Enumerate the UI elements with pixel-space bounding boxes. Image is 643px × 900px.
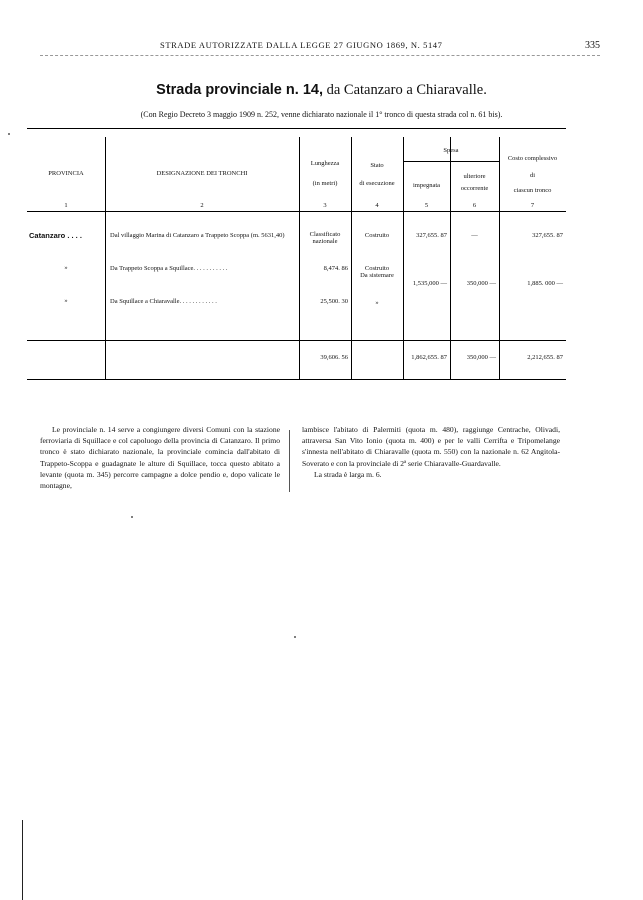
page-number: 335	[585, 40, 600, 51]
title-route: da Catanzaro a Chiaravalle.	[326, 82, 487, 98]
scan-speck	[8, 133, 10, 135]
header-impegnata: impegnata	[412, 182, 441, 189]
total-impegnata: 1,862,655. 87	[411, 354, 447, 361]
body-text-right-last: La strada è larga m. 6.	[314, 469, 382, 479]
column-divider	[289, 430, 290, 492]
column-number: 6	[472, 202, 477, 209]
header-costo-2: di	[529, 172, 536, 179]
title-road-number: Strada provinciale n. 14,	[156, 82, 323, 98]
spesa-subheader-rule	[403, 161, 499, 162]
body-text-left: Le provinciale n. 14 serve a congiungere diversi Comuni con la stazione ferroviaria di Squillace e col capoluogo della provincia di Catanzaro. Il primo tronco è stato dichiarato nazionale, la provinciale comincia dall'abitato di Trappeto-Scoppa e guadagnate le alture di Squillace, tocca questo abitato a levante (quota m. 345) percorre campagne a dolce pendio e, dopo valicate le montagne,	[40, 425, 280, 491]
row-lunghezza-2: nazionale	[312, 238, 338, 245]
column-number: 7	[530, 202, 535, 209]
header-costo: Costo complessivo	[507, 155, 558, 162]
header-lunghezza-unit: (in metri)	[312, 180, 338, 187]
header-costo-3: ciascun tronco	[513, 187, 552, 194]
margin-rule	[22, 820, 23, 900]
header-bottom-rule	[27, 211, 566, 212]
scan-speck	[131, 516, 133, 518]
header-spesa: Spesa	[443, 147, 459, 154]
header-stato-2: di esecuzione	[359, 180, 395, 187]
header-ulteriore: ulteriore	[463, 173, 486, 180]
row-lunghezza: Classificato	[309, 231, 341, 238]
row-provincia: »	[64, 297, 68, 304]
row-designazione: Da Squillace a Chiaravalle. . . . . . . . . . . .	[110, 298, 217, 305]
body-text-right-paragraph: lambisce l'abitato di Palermiti (quota m. 480), raggiunge Centrache, Olivadi, attraversa San Vito Ionio (quota m. 400) e per le valli Cerrifta e Tripomelange s'innesta nell'abitato di Chiaravalle (quota m. 550) con la nazionale n. 62 Angitola-Soverato e con la provinciale di 2ª serie Chiaravalle-Guardavalle.	[302, 425, 560, 468]
row-stato: Costruito	[364, 265, 390, 272]
column-number: 4	[375, 202, 379, 209]
header-lunghezza: Lunghezza	[310, 160, 340, 167]
decree-note: (Con Regio Decreto 3 maggio 1909 n. 252, venne dichiarato nazionale il 1° tronco di questa strada col n. 61 bis).	[140, 110, 503, 119]
column-number-rule	[27, 340, 566, 341]
row-lunghezza: 25,500. 30	[320, 298, 348, 305]
row-costo: 1,885. 000 —	[527, 280, 563, 287]
header-provincia: PROVINCIA	[48, 170, 84, 177]
row-designazione: Da Trappeto Scoppa a Squillace. . . . . . . . . . .	[110, 265, 228, 272]
row-stato-2: Da sistemare	[360, 272, 394, 279]
page-title	[0, 82, 643, 99]
body-text-right	[302, 424, 560, 480]
row-provincia: »	[64, 264, 68, 271]
column-number: 2	[200, 202, 204, 209]
row-stato: »	[375, 299, 379, 306]
table-column-divider	[403, 137, 404, 379]
row-costo: 327,655. 87	[532, 232, 563, 239]
column-number: 5	[424, 202, 429, 209]
running-head-rule	[40, 55, 600, 56]
row-ulteriore: —	[471, 232, 478, 239]
table-column-divider	[351, 137, 352, 379]
row-lunghezza: 8,474. 86	[323, 265, 348, 272]
header-stato: Stato	[370, 162, 384, 169]
row-stato: Costruito	[364, 232, 390, 239]
row-impegnata: 327,655. 87	[416, 232, 447, 239]
roads-table	[27, 128, 566, 380]
row-ulteriore: 350,000 —	[466, 280, 496, 287]
running-head-text: STRADE AUTORIZZATE DALLA LEGGE 27 GIUGNO 1869, N. 5147	[160, 40, 443, 50]
column-number: 3	[323, 202, 327, 209]
running-head	[40, 40, 600, 54]
row-designazione: Dal villaggio Marina di Catanzaro a Trappeto Scoppa (m. 5631,40)	[110, 232, 285, 239]
total-ulteriore: 350,000 —	[466, 354, 496, 361]
total-lunghezza: 39,606. 56	[320, 354, 348, 361]
column-number: 1	[64, 202, 68, 209]
header-ulteriore-2: occorrente	[460, 185, 489, 192]
table-column-divider	[299, 137, 300, 379]
row-impegnata: 1,535,000 —	[412, 280, 447, 287]
scan-speck	[294, 636, 296, 638]
total-costo: 2,212,655. 87	[527, 354, 563, 361]
header-designazione: DESIGNAZIONE DEI TRONCHI	[156, 170, 248, 177]
row-provincia: Catanzaro . . . .	[29, 231, 82, 240]
